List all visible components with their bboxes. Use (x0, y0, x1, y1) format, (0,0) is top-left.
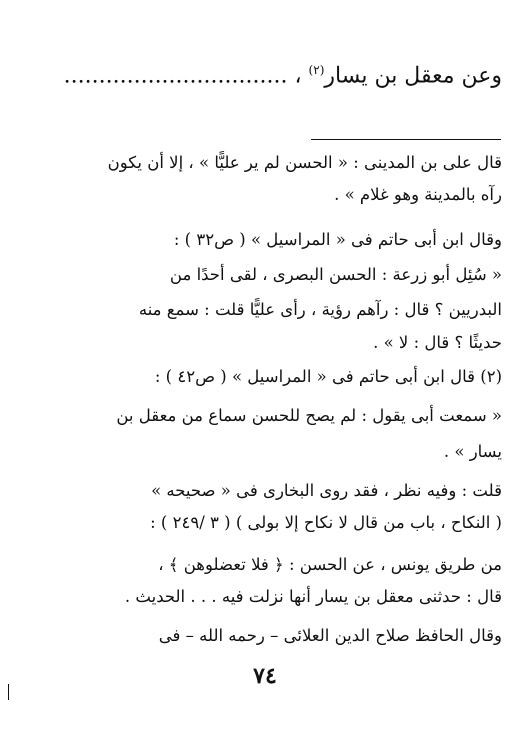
footnote-separator (311, 139, 501, 140)
footnote-line: « سمعت أبى يقول : لم يصح للحسن سماع من معقل بن (116, 406, 502, 425)
footnote-line: رآه بالمدينة وهو غلام » . (334, 185, 502, 204)
main-comma: ، (294, 63, 302, 89)
footnote-ref-2: (٢) (308, 63, 325, 77)
scan-edge-mark (8, 684, 9, 700)
footnote-line: ( النكاح ، باب من قال لا نكاح إلا بولى ) ( ٣ /٢٤٩ ) : (150, 513, 502, 532)
main-text: وعن معقل بن يسار (324, 63, 502, 89)
footnote-line: يسار » . (443, 442, 502, 461)
footnote-2-line: (٢) قال ابن أبى حاتم فى « المراسيل » ( ص٤٢ ) : (154, 367, 502, 386)
footnote-line: البدريين ؟ قال : رآهم رؤية ، رأى عليًّا قلت : سمع منه (138, 300, 502, 319)
main-text-line (22, 63, 502, 88)
page-number: ٧٤ (253, 663, 277, 689)
ellipsis-dots: ................................ (63, 63, 288, 89)
footnote-line: من طريق يونس ، عن الحسن : ﴿ فلا تعضلوهن ﴾ ، (158, 555, 502, 574)
footnote-line: حديثًا ؟ قال : لا » . (373, 333, 502, 352)
footnote-line: قال : حدثنى معقل بن يسار أنها نزلت فيه . . . الحديث . (124, 587, 502, 606)
footnote-line: قال على بن المدينى : « الحسن لم ير عليًّا » ، إلا أن يكون (107, 153, 502, 172)
footnote-line: قلت : وفيه نظر ، فقد روى البخارى فى « صحيحه » (151, 481, 502, 500)
footnote-line: « سُئِل أبو زرعة : الحسن البصرى ، لقى أحدًا من (169, 265, 502, 284)
footnote-line: وقال ابن أبى حاتم فى « المراسيل » ( ص٣٢ ) : (173, 230, 502, 249)
footnote-line: وقال الحافظ صلاح الدين العلائى – رحمه الله – فى (158, 626, 502, 645)
